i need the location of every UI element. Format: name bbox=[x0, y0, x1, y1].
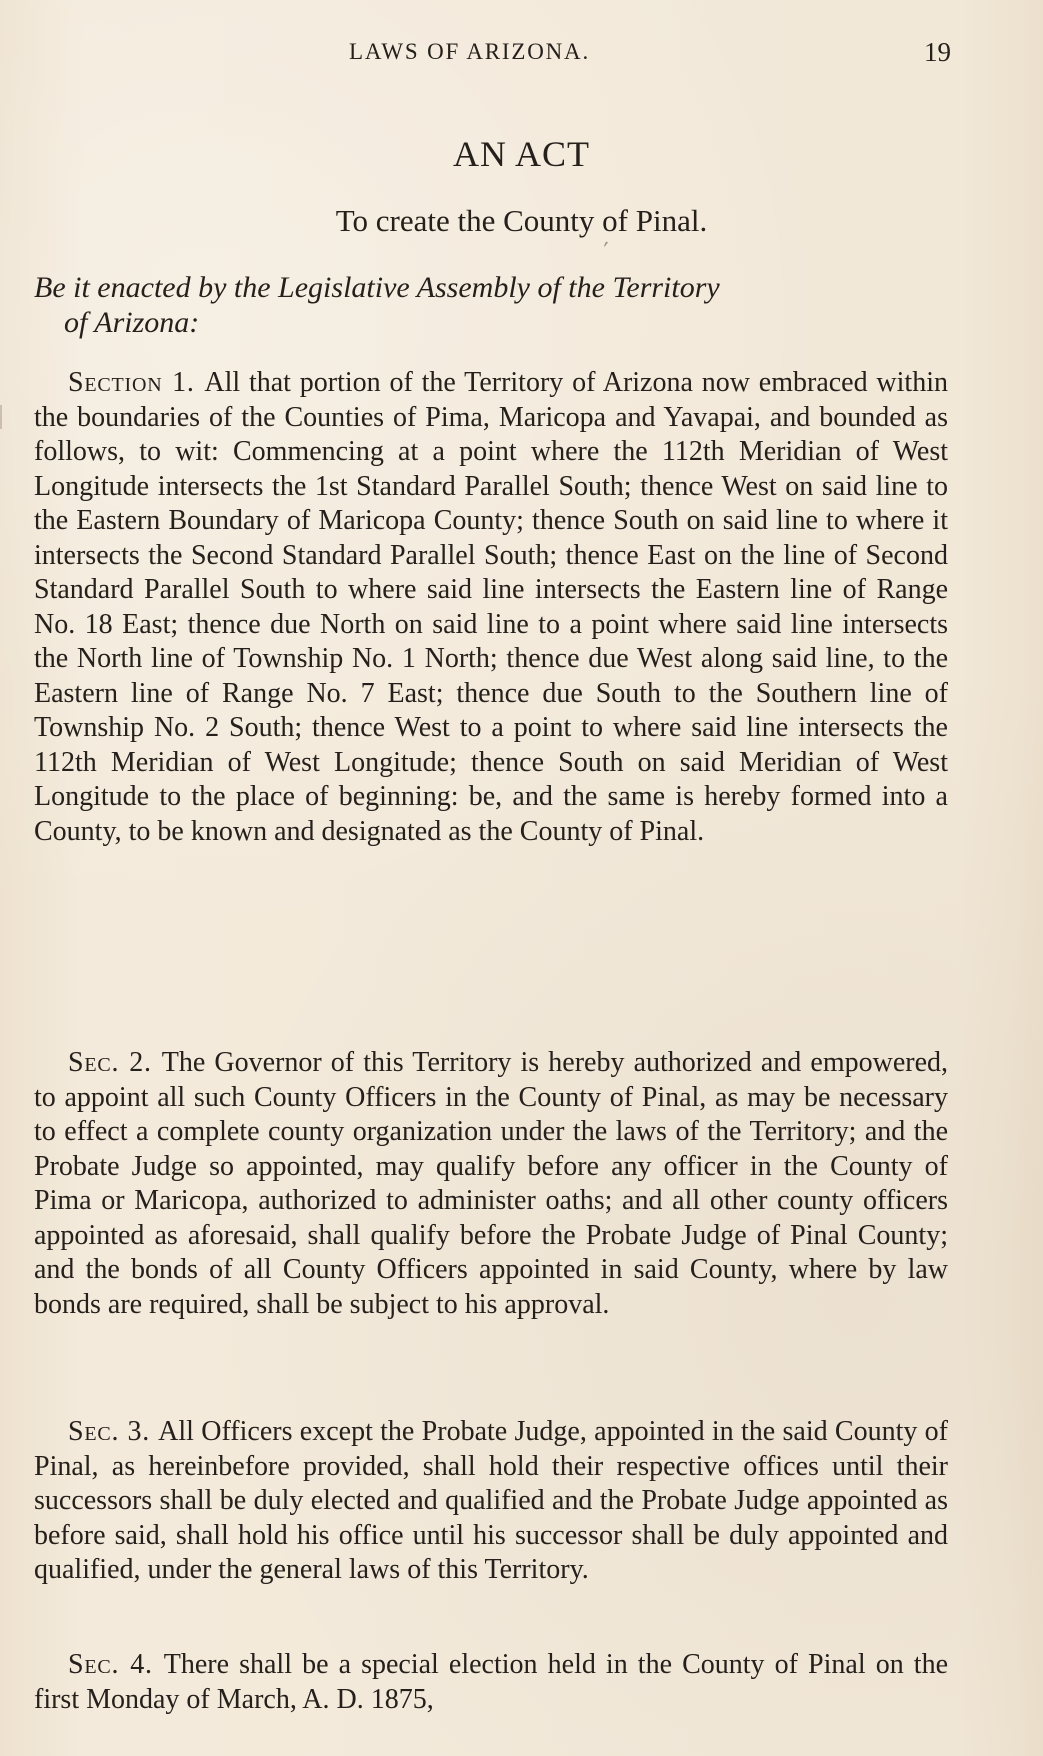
enacting-clause bbox=[34, 270, 948, 340]
enacting-clause-line-2: of Arizona: bbox=[64, 306, 200, 339]
margin-mark bbox=[0, 405, 2, 429]
section-4-label: Sec. 4. bbox=[68, 1649, 164, 1680]
section-2 bbox=[34, 1046, 948, 1322]
page-number: 19 bbox=[924, 37, 951, 67]
section-2-label: Sec. 2. bbox=[68, 1047, 162, 1078]
section-1 bbox=[34, 366, 948, 849]
section-3-label: Sec. 3. bbox=[68, 1416, 159, 1447]
running-head: LAWS OF ARIZONA. bbox=[349, 39, 590, 64]
section-2-text: The Governor of this Territory is hereby authorized and empowered, to appoint all such County Officers in the County of Pinal, as may be necessary to effect a complete county organization under the laws of the Territory; and the Probate Judge so appointed, may qualify before any officer in the County of Pima or Maricopa, authorized to administer oaths; and all other county officers appointed as aforesaid, shall qualify before the Probate Judge of Pinal County; and the bonds of all County Officers appointed in said County, where by law bonds are required, shall be subject to his approval. bbox=[34, 1047, 948, 1320]
page-header bbox=[0, 36, 1043, 72]
section-3-text: All Officers except the Probate Judge, appointed in the said County of Pinal, as hereinbefore provided, shall hold their respective offices until their successors shall be duly elected and qualified and the Probate Judge appointed as before said, shall hold his office until his successor shall be duly appointed and qualified, under the general laws of this Territory. bbox=[34, 1416, 948, 1585]
section-4-text: There shall be a special election held in the County of Pinal on the first Monday of March, A. D. 1875, bbox=[34, 1649, 949, 1715]
enacting-clause-line-1: Be it enacted by the Legislative Assembly of the Territory bbox=[34, 271, 720, 304]
printed-accent-mark: ʹ bbox=[598, 235, 611, 262]
section-4 bbox=[34, 1648, 948, 1717]
section-3 bbox=[34, 1415, 948, 1588]
act-subtitle: To create the County of Pinal. bbox=[335, 203, 708, 238]
act-title: AN ACT bbox=[452, 134, 590, 174]
section-1-label: Section 1. bbox=[68, 367, 205, 398]
section-1-text: All that portion of the Territory of Arizona now embraced within the boundaries of the Counties of Pima, Maricopa and Yavapai, and bounded as follows, to wit: Commencing at a point where the 112th Meridian of West Longitude intersects the 1st Standard Parallel South; thence West on said line to the Eastern Boundary of Maricopa County; thence South on said line to where it intersects the Second Standard Parallel South; thence East on the line of Second Standard Parallel South to where said line intersects the Eastern line of Range No. 18 East; thence due North on said line to a point where said line intersects the North line of Township No. 1 North; thence due West along said line, to the Eastern line of Range No. 7 East; thence due South to the Southern line of Township No. 2 South; thence West to a point to where said line intersects the 112th Meridian of West Longitude; thence South on said Meridian of West Longitude to the place of beginning: be, and the same is hereby formed into a County, to be known and designated as the County of Pinal. bbox=[34, 367, 948, 847]
